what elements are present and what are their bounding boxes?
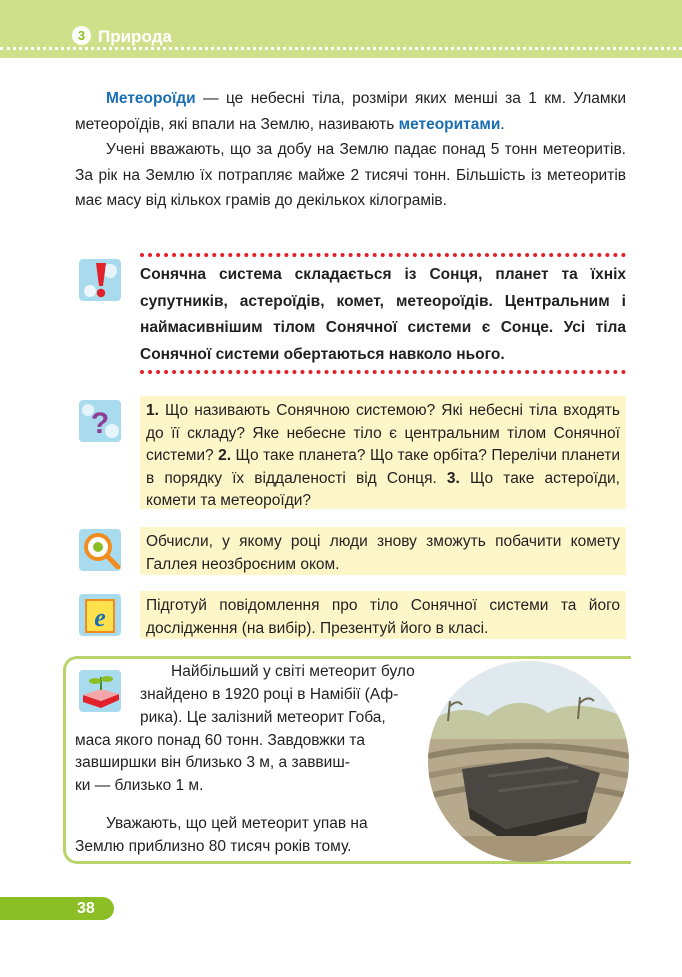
question-3: Що таке астероїди, комети та метеороїди? — [146, 469, 620, 509]
term-meteoroids: Метеороїди — [106, 90, 196, 107]
page-number: 38 — [77, 900, 95, 917]
hoba-meteorite-photo — [428, 661, 629, 862]
project-task-text: Підготуй повідомлення про тіло Сонячної системи та його дослідження (на вибір). Презентуй його в класі. — [146, 597, 620, 637]
project-task-box — [140, 591, 626, 639]
chapter-header — [0, 0, 682, 58]
facts-paragraph: Учені вважають, що за добу на Землю падає понад 5 тонн метеоритів. За рік на Землю їх потрапляє майже 2 тисячі тонн. Більшість із метеоритів має масу від кількох грамів до декількох кілограмів. — [75, 141, 626, 209]
exclamation-icon — [77, 257, 123, 303]
fact-line-7: Уважають, що цей метеорит упав на — [106, 815, 368, 832]
chapter-title: Природа — [98, 27, 172, 46]
svg-text:?: ? — [90, 407, 110, 440]
internet-icon — [77, 592, 123, 638]
definition-end: . — [500, 115, 505, 133]
fact-line-2: знайдено в 1920 році в Намібії (Аф- — [140, 686, 399, 703]
header-dotted-divider — [0, 47, 682, 50]
rule-text: Сонячна система складається із Сонця, планет та їхніх супутників, астероїдів, комет, метеороїдів. Центральним і наймасивнішим тілом Сонячної системи є Сонце. Усі тіла Сонячної системи обертаються навколо нього. — [140, 266, 626, 363]
magnifier-icon — [77, 527, 123, 573]
fact-line-5: завширшки він близько 3 м, а заввиш- — [75, 754, 350, 771]
fact-line-1: Найбільший у світі метеорит було — [171, 663, 415, 680]
question-number-3: 3. — [446, 469, 460, 487]
fact-line-3: рика). Це залізний метеорит Гоба, — [140, 709, 386, 726]
questions-text — [140, 396, 626, 515]
question-icon — [77, 398, 123, 444]
rule-top-divider — [140, 253, 626, 257]
questions-box — [140, 396, 626, 509]
svg-text:e: e — [94, 603, 106, 632]
question-1: Що називають Сонячною системою? Які небесні тіла входять до її складу? Яке небесне тіло є центральним тілом Сонячної системи? — [146, 402, 620, 464]
question-number-1: 1. — [146, 402, 159, 419]
rule-bottom-divider — [140, 370, 626, 374]
definition-text: — це небесні тіла, розміри яких менші за 1 км. Уламки метеороїдів, які впали на Землю, називають — [75, 90, 626, 133]
chapter-number-badge: 3 — [72, 26, 91, 45]
calc-task-text: Обчисли, у якому році люди знову зможуть побачити комету Галлея неозброєним оком. — [146, 533, 620, 573]
fact-line-4: маса якого понад 60 тонн. Завдовжки та — [75, 732, 365, 749]
calc-task-box — [140, 527, 626, 575]
page-number-bar — [0, 897, 114, 920]
term-meteorites: метеоритами — [398, 115, 501, 133]
fact-line-8: Землю приблизно 80 тисяч років тому. — [75, 838, 352, 855]
question-2: Що таке планета? Що таке орбіта? Перелічи планети в порядку їх віддаленості від Сонця. — [146, 447, 620, 487]
fact-line-6: ки — близько 1 м. — [75, 777, 204, 794]
book-plant-icon — [77, 668, 123, 714]
definition-paragraph — [75, 86, 626, 137]
question-number-2: 2. — [218, 447, 232, 464]
